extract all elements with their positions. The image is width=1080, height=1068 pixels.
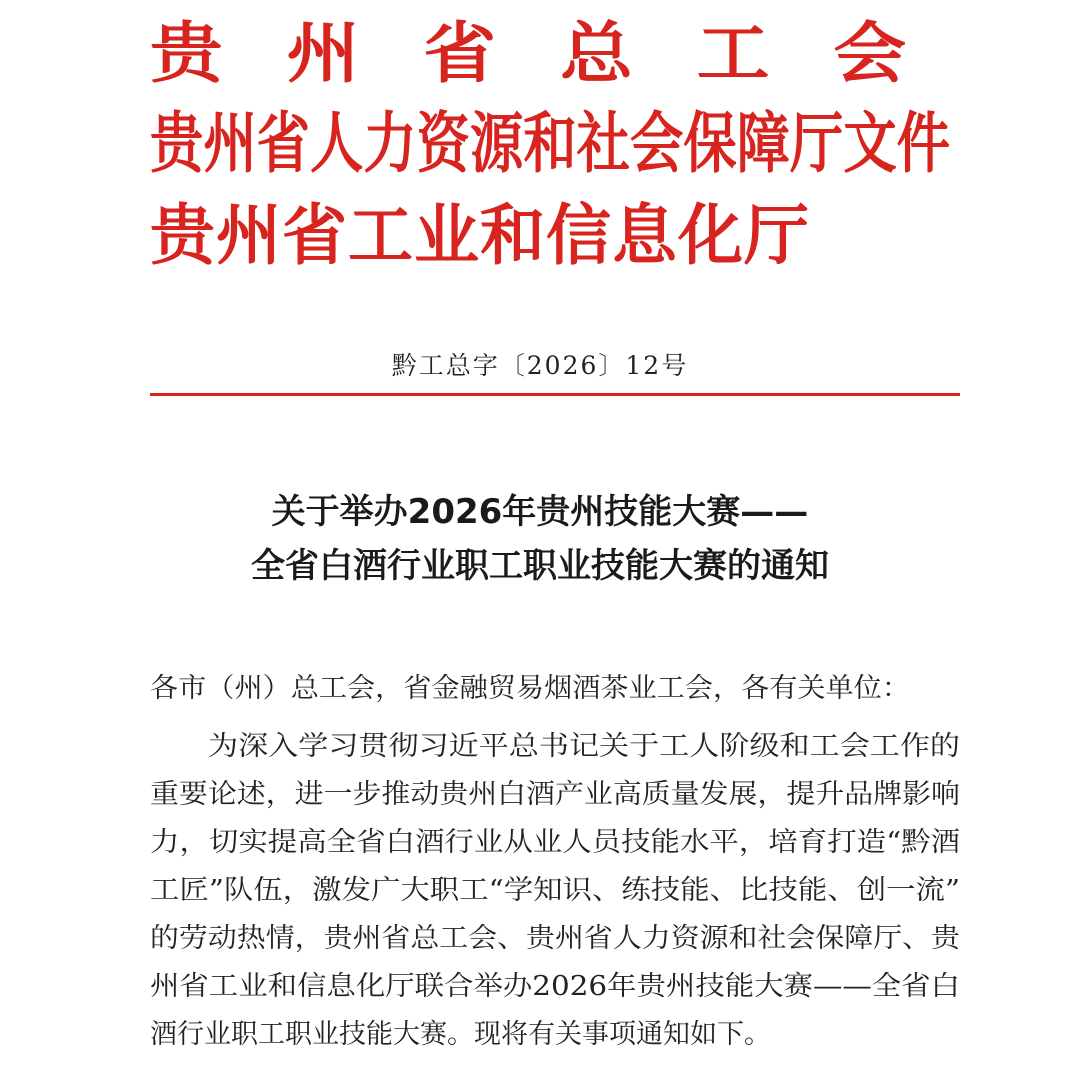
document-title-line-1: 关于举办2026年贵州技能大赛——	[271, 492, 809, 532]
document-number: 黔工总字〔2026〕12号	[391, 351, 689, 380]
document-title-line-2: 全省白酒行业职工职业技能大赛的通知	[251, 546, 829, 586]
issuer-line-3: 贵州省工业和信息化厅	[150, 197, 811, 274]
paragraph-line: 力，切实提高全省白酒行业从业人员技能水平，培育打造“黔酒	[150, 827, 961, 858]
paragraph-line: 州省工业和信息化厅联合举办2026年贵州技能大赛——全省白	[150, 971, 960, 1002]
paragraph-line: 的劳动热情，贵州省总工会、贵州省人力资源和社会保障厅、贵	[150, 923, 960, 954]
red-divider-line	[150, 393, 960, 396]
paragraph-line: 为深入学习贯彻习近平总书记关于工人阶级和工会工作的	[208, 731, 961, 762]
salutation: 各市（州）总工会，省金融贸易烟酒茶业工会，各有关单位：	[150, 673, 910, 704]
paragraph-line: 重要论述，进一步推动贵州白酒产业高质量发展，提升品牌影响	[150, 779, 960, 810]
paragraph-line: 酒行业职工职业技能大赛。现将有关事项通知如下。	[150, 1019, 771, 1050]
paragraph-line: 工匠”队伍，激发广大职工“学知识、练技能、比技能、创一流”	[150, 875, 961, 906]
issuer-line-1: 贵州省总工会	[150, 15, 971, 92]
issuer-line-2: 贵州省人力资源和社会保障厅文件	[150, 105, 951, 182]
